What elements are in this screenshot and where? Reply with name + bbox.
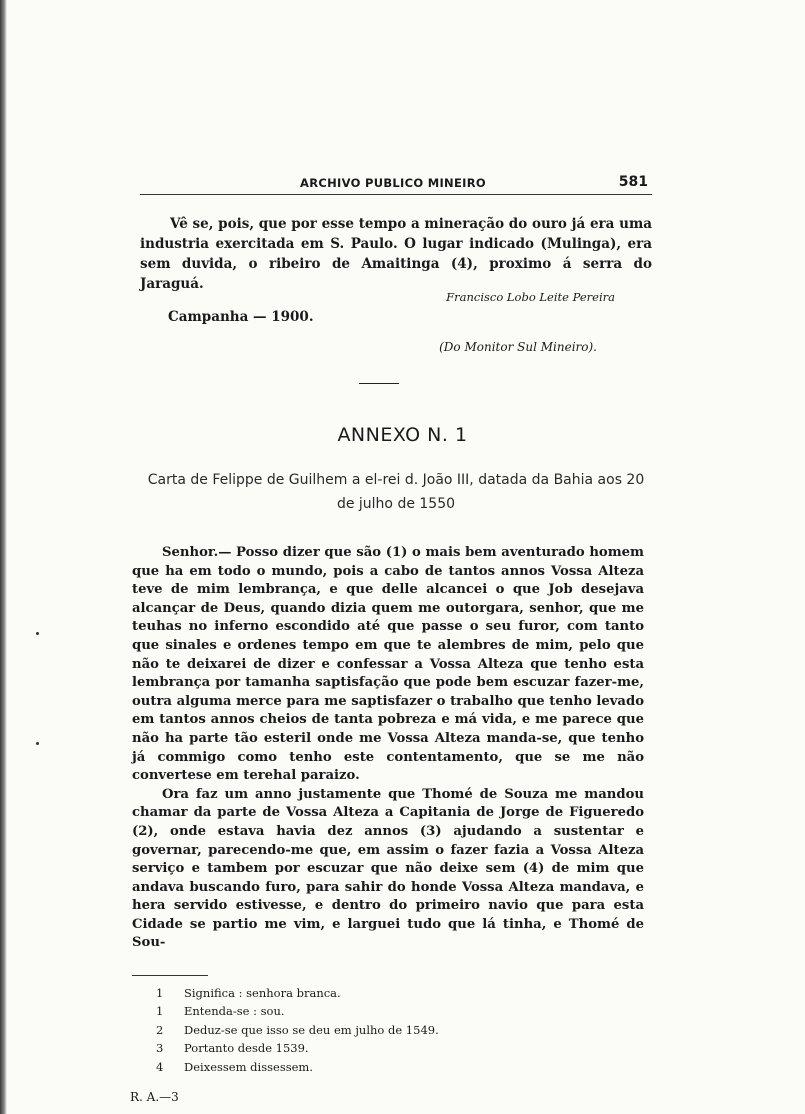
footnote-text: Deixessem dissessem. [184,1059,313,1074]
footnote-number: 1 [156,1004,164,1019]
closing-paragraph: Vê se, pois, que por esse tempo a mineração do ouro já era uma industria exercitada em S. Paulo. O lugar indicado (Mulinga), era sem duvida, o ribeiro de Amaitinga (4), proximo á serra do Jaraguá. [140,216,652,292]
printer-signature-mark: R. A.—3 [130,1090,179,1104]
book-spine-edge [0,0,7,1114]
footnote-text: Entenda-se : sou. [184,1004,285,1019]
footnote [156,1039,439,1057]
footnote [156,1058,439,1076]
footnotes-list [156,984,439,1076]
footnote [156,984,439,1002]
place-date: Campanha — 1900. [168,309,314,325]
article-source: (Do Monitor Sul Mineiro). [439,340,597,354]
letter-paragraph: Senhor.— Posso dizer que são (1) o mais bem aventurado homem que ha em todo o mundo, pois a cabo de tantos annos Vossa Alteza teve de mim lembrança, e que delle alcancei o que Job desejava alcançar de Deus, quando dizia quem me outorgara, senhor, que me teuhas no inferno escondido até que passe o seu furor, com tanto que sinales e ordenes tempo em que te alembres de mim, pelo que não te deixarei de dizer e confessar a Vossa Alteza que tenho esta lembrança por tamanha saptisfação que pode bem escuzar fazer-me, outra alguma merce para me saptisfazer o trabalho que tenho levado em tantos annos cheios de tanta pobreza e má vida, e me parece que não ha parte tão esteril onde me Vossa Alteza manda-se, que tenho já commigo como tenho este contentamento, que se me não convertese em terehal paraizo. [132,545,644,784]
footnote-rule [132,975,208,976]
footnote-number: 2 [156,1022,164,1037]
margin-mark [36,632,39,635]
footnote-number: 4 [156,1059,164,1074]
page-number: 581 [618,174,648,190]
footnote-text: Deduz-se que isso se deu em julho de 1549. [184,1022,439,1037]
running-header [140,172,652,195]
footnote-number: 1 [156,986,164,1000]
margin-mark [36,742,39,745]
article-author: Francisco Lobo Leite Pereira [446,290,615,304]
running-title: ARCHIVO PUBLICO MINEIRO [300,176,486,190]
letter-body [132,544,644,953]
footnote-text: Significa : senhora branca. [184,986,341,1000]
letter-paragraph: Ora faz um anno justamente que Thomé de Souza me mandou chamar da parte de Vossa Alteza a Capitania de Jorge de Figueredo (2), onde estava havia dez annos (3) ajudando a sustentar e governar, parecendo-me que, em assim o fazer fazia a Vossa Alteza serviço e tambem por escuzar que não deixe sem (4) de mim que andava buscando furo, para sahir do honde Vossa Alteza mandava, e hera servido estivesse, e dentro do primeiro navio que para esta Cidade se partio me vim, e larguei tudo que lá tinha, e Thomé de Sou- [132,786,644,951]
section-divider [359,383,399,384]
footnote-number: 3 [156,1041,164,1056]
footnote [156,1002,439,1020]
footnote [156,1021,439,1039]
annex-heading: ANNEXO N. 1 [337,424,468,446]
footnote-text: Portanto desde 1539. [184,1041,309,1056]
letter-title: Carta de Felippe de Guilhem a el-rei d. João III, datada da Bahia aos 20 de julho de 1550 [147,472,645,512]
